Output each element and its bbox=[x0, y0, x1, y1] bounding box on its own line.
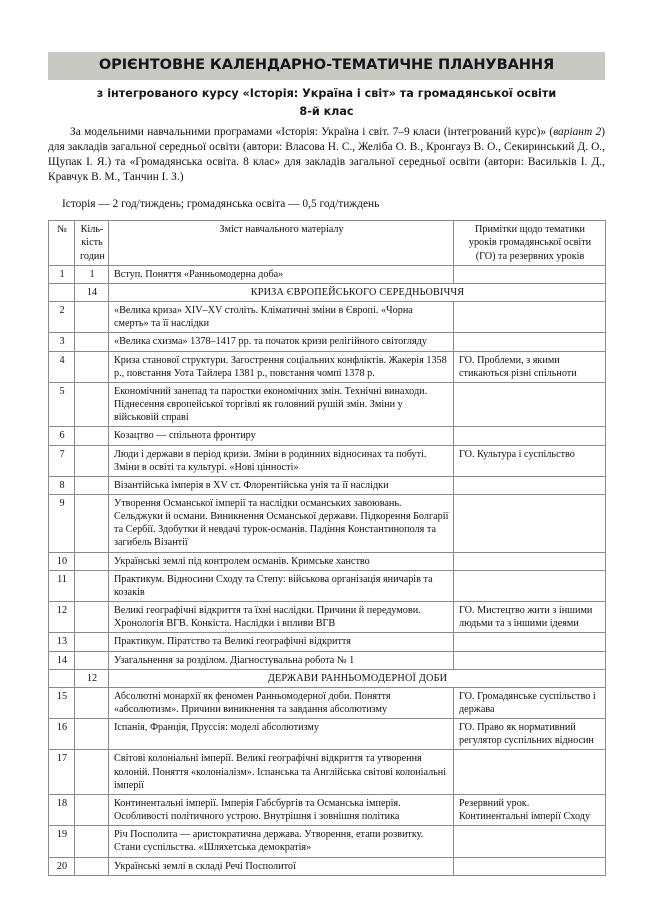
lesson-content: Великі географічні відкриття та їхні наслідки. Причини й передумови. Хронологія ВГВ. Конкіста. Наслідки і впливи ВГВ bbox=[109, 602, 454, 633]
table-row bbox=[49, 826, 606, 857]
row-number: 18 bbox=[49, 794, 75, 825]
row-hours bbox=[75, 333, 109, 351]
row-hours bbox=[75, 351, 109, 382]
row-hours: 1 bbox=[75, 265, 109, 283]
row-number: 10 bbox=[49, 552, 75, 570]
lesson-notes bbox=[454, 333, 606, 351]
row-number: 13 bbox=[49, 633, 75, 651]
section-title: КРИЗА ЄВРОПЕЙСЬКОГО СЕРЕДНЬОВІЧЧЯ bbox=[109, 283, 606, 301]
column-header-notes-line2: уроків громадянської освіти bbox=[468, 237, 592, 249]
table-row bbox=[49, 633, 606, 651]
intro-variant-italic: варіант 2 bbox=[553, 126, 602, 138]
table-row bbox=[49, 476, 606, 494]
lesson-notes bbox=[454, 633, 606, 651]
row-number bbox=[49, 283, 75, 301]
lesson-content: Криза станової структури. Загострення соціальних конфліктів. Жакерія 1358 р., повстання Уота Тайлера 1381 р., повстання чомпі 1378 р. bbox=[109, 351, 454, 382]
table-row bbox=[49, 750, 606, 794]
intro-text-part2: ) для закладів загальної середньої освіти (автори: Власова Н. С., Желіба О. В., Кронгауз В. О., Секиринський Д. О., Щупак І. Я.) та «Громадянська освіта. 8 клас» для закладів загальної середньої освіти (автори: Васильків І. Д., Кравчук В. М., Танчин І. З.) bbox=[48, 126, 605, 184]
row-number: 3 bbox=[49, 333, 75, 351]
row-hours: 12 bbox=[75, 669, 109, 687]
table-body bbox=[49, 265, 606, 875]
lesson-content: Практикум. Піратство та Великі географічні відкриття bbox=[109, 633, 454, 651]
row-hours bbox=[75, 857, 109, 875]
row-hours bbox=[75, 719, 109, 750]
lesson-notes: ГО. Право як нормативний регулятор суспільних відносин bbox=[454, 719, 606, 750]
lesson-notes bbox=[454, 494, 606, 552]
table-row bbox=[49, 351, 606, 382]
row-number: 11 bbox=[49, 570, 75, 601]
row-number: 2 bbox=[49, 302, 75, 333]
lesson-notes bbox=[454, 552, 606, 570]
row-hours bbox=[75, 476, 109, 494]
lesson-notes: ГО. Проблеми, з якими стикаються різні спільноти bbox=[454, 351, 606, 382]
lesson-notes: Резервний урок. Континентальні імперії Сходу bbox=[454, 794, 606, 825]
table-header-row bbox=[49, 221, 606, 265]
section-header-row bbox=[49, 669, 606, 687]
table-header bbox=[49, 221, 606, 265]
row-hours bbox=[75, 445, 109, 476]
table-row bbox=[49, 794, 606, 825]
grade-label: 8-й клас bbox=[299, 104, 354, 118]
row-number: 15 bbox=[49, 687, 75, 718]
table-row bbox=[49, 265, 606, 283]
lesson-content: Візантійська імперія в XV ст. Флорентійська унія та її наслідки bbox=[109, 476, 454, 494]
table-row bbox=[49, 494, 606, 552]
row-number: 14 bbox=[49, 651, 75, 669]
lesson-content: Світові колоніальні імперії. Великі географічні відкриття та утворення колоній. Поняття «колоніалізм». Іспанська та Англійська світові колоніальні імперії bbox=[109, 750, 454, 794]
row-number: 20 bbox=[49, 857, 75, 875]
lesson-content: Абсолютні монархії як феномен Ранньомодерної доби. Поняття «абсолютизм». Причини виникнення та завдання абсолютизму bbox=[109, 687, 454, 718]
column-header-hours-line2: кість bbox=[81, 237, 103, 249]
table-row bbox=[49, 333, 606, 351]
lesson-content: Узагальнення за розділом. Діагностувальна робота № 1 bbox=[109, 651, 454, 669]
row-hours bbox=[75, 826, 109, 857]
row-hours bbox=[75, 651, 109, 669]
table-row bbox=[49, 857, 606, 875]
lesson-content: Люди і держави в період кризи. Зміни в родинних відносинах та побуті. Зміни в освіті та культурі. «Нові цінності» bbox=[109, 445, 454, 476]
lesson-content: Українські землі в складі Речі Посполитої bbox=[109, 857, 454, 875]
column-header-notes bbox=[454, 221, 606, 265]
column-header-content: Зміст навчального матеріалу bbox=[109, 221, 454, 265]
calendar-plan-table bbox=[48, 220, 606, 875]
lesson-content: Практикум. Відносини Сходу та Степу: військова організація яничарів та козаків bbox=[109, 570, 454, 601]
table-row bbox=[49, 602, 606, 633]
document-subtitle: з інтегрованого курсу «Історія: Україна і світ» та громадянської освіти bbox=[96, 86, 557, 100]
row-number: 6 bbox=[49, 427, 75, 445]
row-hours bbox=[75, 494, 109, 552]
document-title: ОРІЄНТОВНЕ КАЛЕНДАРНО-ТЕМАТИЧНЕ ПЛАНУВАННЯ bbox=[48, 52, 605, 80]
intro-text-part1: За модельними навчальними програмами «Історія: Україна і світ. 7–9 класи (інтегрований курс)» ( bbox=[70, 126, 554, 138]
row-number: 1 bbox=[49, 265, 75, 283]
row-hours bbox=[75, 633, 109, 651]
row-hours bbox=[75, 382, 109, 426]
row-hours bbox=[75, 794, 109, 825]
row-hours bbox=[75, 602, 109, 633]
table-row bbox=[49, 687, 606, 718]
table-row bbox=[49, 570, 606, 601]
column-header-hours bbox=[75, 221, 109, 265]
lesson-content: Іспанія, Франція, Пруссія: моделі абсолютизму bbox=[109, 719, 454, 750]
lesson-notes: ГО. Культура і суспільство bbox=[454, 445, 606, 476]
table-row bbox=[49, 552, 606, 570]
lesson-content: «Велика криза» XIV–XV століть. Кліматичні зміни в Європі. «Чорна смерть» та її наслідки bbox=[109, 302, 454, 333]
row-number: 5 bbox=[49, 382, 75, 426]
lesson-content: Утворення Османської імперії та наслідки османських завоювань. Сельджуки й османи. Виникнення Османської держави. Підкорення Болгарії та Сербії. Здобутки й невдачі турок-османів. Падіння Константинополя та загибель Візантії bbox=[109, 494, 454, 552]
section-title: ДЕРЖАВИ РАННЬОМОДЕРНОЇ ДОБИ bbox=[109, 669, 606, 687]
weekly-hours-line: Історія — 2 год/тиждень; громадянська освіта — 0,5 год/тиждень bbox=[62, 197, 380, 210]
row-number: 17 bbox=[49, 750, 75, 794]
table-row bbox=[49, 302, 606, 333]
row-hours bbox=[75, 552, 109, 570]
table-row bbox=[49, 651, 606, 669]
row-number: 19 bbox=[49, 826, 75, 857]
table-row bbox=[49, 382, 606, 426]
column-header-hours-line1: Кіль- bbox=[80, 224, 104, 236]
lesson-notes bbox=[454, 476, 606, 494]
lesson-notes: ГО. Громадянське суспільство і держава bbox=[454, 687, 606, 718]
row-hours: 14 bbox=[75, 283, 109, 301]
row-number: 9 bbox=[49, 494, 75, 552]
row-number: 12 bbox=[49, 602, 75, 633]
lesson-notes bbox=[454, 570, 606, 601]
section-header-row bbox=[49, 283, 606, 301]
table-row bbox=[49, 445, 606, 476]
lesson-content: Українські землі під контролем османів. Кримське ханство bbox=[109, 552, 454, 570]
intro-paragraph bbox=[48, 125, 605, 186]
row-hours bbox=[75, 687, 109, 718]
row-number: 16 bbox=[49, 719, 75, 750]
table-row bbox=[49, 719, 606, 750]
lesson-notes bbox=[454, 651, 606, 669]
lesson-notes bbox=[454, 826, 606, 857]
lesson-content: Річ Посполита — аристократична держава. Утворення, етапи розвитку. Стани суспільства. «Шляхетська демократія» bbox=[109, 826, 454, 857]
lesson-notes: ГО. Мистецтво жити з іншими людьми та з іншими ідеями bbox=[454, 602, 606, 633]
table-row bbox=[49, 427, 606, 445]
lesson-notes bbox=[454, 302, 606, 333]
lesson-content: Континентальні імперії. Імперія Габсбургів та Османська імперія. Особливості політичного устрою. Внутрішня і зовнішня політика bbox=[109, 794, 454, 825]
row-number: 8 bbox=[49, 476, 75, 494]
lesson-notes bbox=[454, 427, 606, 445]
lesson-notes bbox=[454, 265, 606, 283]
row-hours bbox=[75, 750, 109, 794]
lesson-notes bbox=[454, 750, 606, 794]
row-hours bbox=[75, 302, 109, 333]
lesson-content: «Велика схизма» 1378–1417 рр. та початок кризи релігійного світогляду bbox=[109, 333, 454, 351]
row-hours bbox=[75, 570, 109, 601]
row-number: 7 bbox=[49, 445, 75, 476]
column-header-number: № bbox=[49, 221, 75, 265]
column-header-notes-line1: Примітки щодо тематики bbox=[475, 224, 585, 236]
lesson-notes bbox=[454, 382, 606, 426]
row-number: 4 bbox=[49, 351, 75, 382]
lesson-content: Економічний занепад та паростки економічних змін. Технічні винаходи. Піднесення європейської торгівлі як головний рушій змін. Зміни у військовій справі bbox=[109, 382, 454, 426]
row-number bbox=[49, 669, 75, 687]
lesson-content: Вступ. Поняття «Ранньомодерна доба» bbox=[109, 265, 454, 283]
column-header-hours-line3: годин bbox=[80, 250, 105, 262]
row-hours bbox=[75, 427, 109, 445]
lesson-content: Козацтво — спільнота фронтиру bbox=[109, 427, 454, 445]
column-header-notes-line3: (ГО) та резервних уроків bbox=[475, 250, 585, 262]
lesson-notes bbox=[454, 857, 606, 875]
